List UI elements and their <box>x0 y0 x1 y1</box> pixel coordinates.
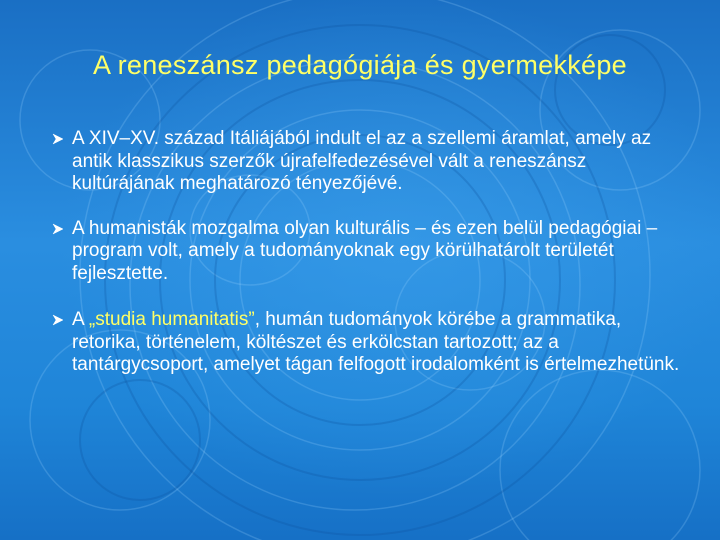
arrow-bullet-icon <box>52 133 64 145</box>
bullet-item <box>52 309 692 377</box>
bullet-text <box>72 309 692 377</box>
slide-title: A reneszánsz pedagógiája és gyermekképe <box>92 50 628 80</box>
arrow-bullet-icon <box>52 314 64 326</box>
arrow-bullet-icon <box>52 223 64 235</box>
bullet-text: A XIV–XV. század Itáliájából indult el az a szellemi áramlat, amely az antik klasszikus szerzők újrafelfedezésével vált a reneszánsz kultúrájának meghatározó tényezőjévé. <box>72 128 652 194</box>
bullet-item <box>52 128 692 196</box>
highlighted-term: „studia humanitatis” <box>88 309 255 330</box>
bullet-text-suffix: , humán tudományok körébe a grammatika, retorika, történelem, költészet és erkölcstan tartozott; az a tantárgycsoport, amelyet tágan felfogott irodalomként is értelmezhetünk. <box>72 309 680 375</box>
bullet-text: A humanisták mozgalma olyan kulturális – és ezen belül pedagógiai – program volt, amely a tudományoknak egy körülhatárolt területét fejlesztette. <box>72 217 658 284</box>
bullet-item <box>52 218 692 286</box>
bullet-text-prefix: A <box>72 309 89 330</box>
bullet-list <box>52 128 692 399</box>
